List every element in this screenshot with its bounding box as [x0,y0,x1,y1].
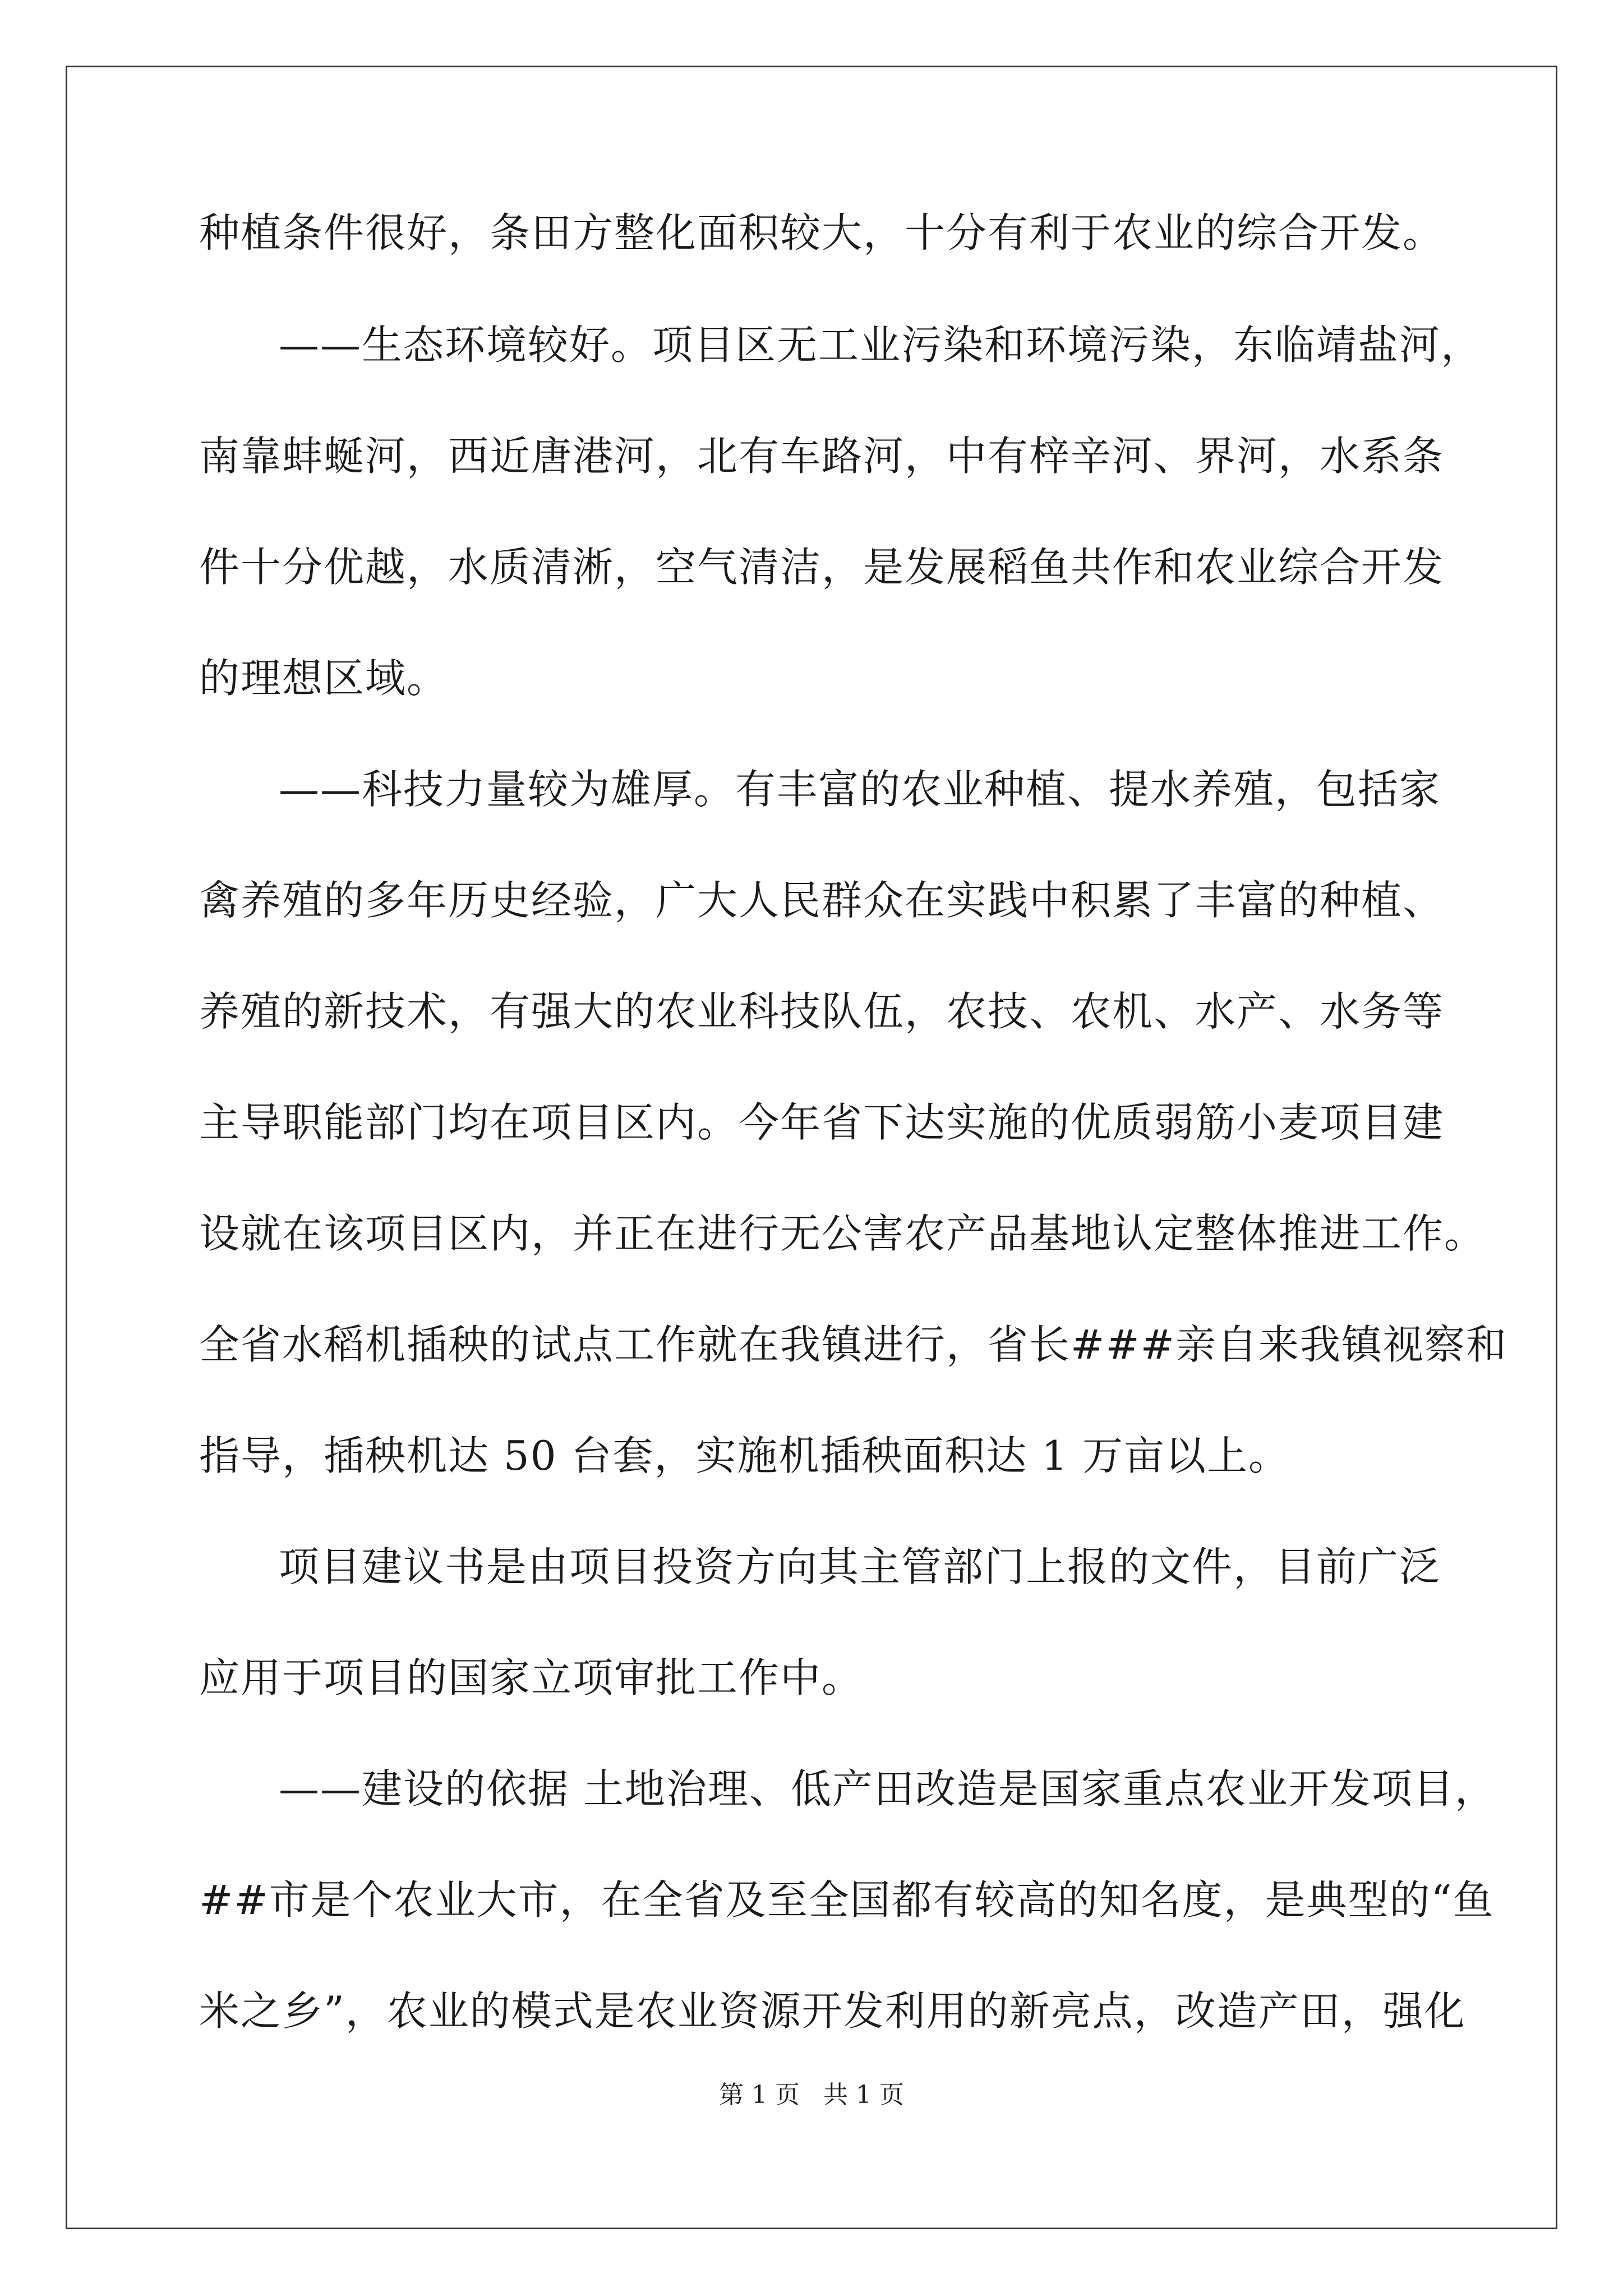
text-line: 指导，插秧机达 50 台套，实施机插秧面积达 1 万亩以上。 [199,1432,1290,1479]
text-line: 米之乡”，农业的模式是农业资源开发利用的新亮点，改造产田，强化 [199,1987,1466,2035]
text-line: 种植条件很好，条田方整化面积较大，十分有利于农业的综合开发。 [199,209,1445,256]
text-line: ——科技力量较为雄厚。有丰富的农业种植、提水养殖，包括家 [279,766,1441,813]
text-line: 设就在该项目区内，并正在进行无公害农产品基地认定整体推进工作。 [199,1210,1486,1257]
text-line: 养殖的新技术，有强大的农业科技队伍，农技、农机、水产、水务等 [199,988,1445,1035]
text-line: ——建设的依据 土地治理、低产田改造是国家重点农业开发项目， [279,1765,1496,1812]
text-line: ##市是个农业大市，在全省及至全国都有较高的知名度，是典型的“鱼 [199,1876,1495,1924]
text-line: 禽养殖的多年历史经验，广大人民群众在实践中积累了丰富的种植、 [199,877,1445,924]
page-number-footer: 第 1 页 共 1 页 [719,2081,904,2109]
text-line: 的理想区域。 [199,655,449,702]
text-line: ——生态环境较好。项目区无工业污染和环境污染，东临靖盐河， [279,321,1483,369]
text-line: 全省水稻机插秧的试点工作就在我镇进行，省长###亲自来我镇视察和 [199,1321,1507,1368]
text-line: 南靠蚌蜒河，西近唐港河，北有车路河，中有梓辛河、界河，水系条 [199,432,1445,480]
text-line: 项目建议书是由项目投资方向其主管部门上报的文件，目前广泛 [279,1543,1441,1590]
text-line: 应用于项目的国家立项审批工作中。 [199,1654,864,1701]
text-line: 主导职能部门均在项目区内。今年省下达实施的优质弱筋小麦项目建 [199,1099,1445,1146]
text-line: 件十分优越，水质清淅，空气清洁，是发展稻鱼共作和农业综合开发 [199,544,1445,591]
